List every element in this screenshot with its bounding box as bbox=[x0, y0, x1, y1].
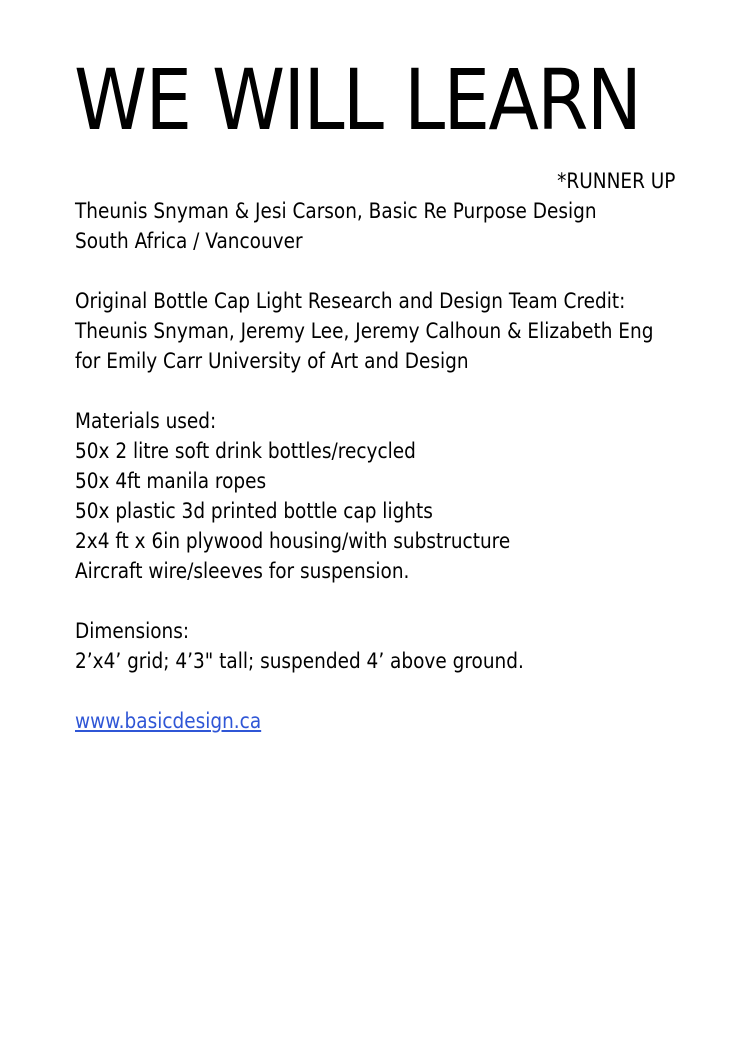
dimensions-value: 2’x4’ grid; 4’3" tall; suspended 4’ above ground. bbox=[75, 649, 524, 673]
materials-heading: Materials used: bbox=[75, 409, 217, 433]
credits-heading: Original Bottle Cap Light Research and Design Team Credit: bbox=[75, 289, 626, 313]
website-link[interactable]: www.basicdesign.ca bbox=[75, 709, 262, 733]
spacer bbox=[75, 676, 673, 706]
materials-item: 50x 2 litre soft drink bottles/recycled bbox=[75, 439, 416, 463]
spacer bbox=[75, 376, 673, 406]
dimensions-heading: Dimensions: bbox=[75, 619, 190, 643]
spacer bbox=[75, 256, 673, 286]
materials-item: 2x4 ft x 6in plywood housing/with substructure bbox=[75, 529, 511, 553]
credits-names: Theunis Snyman, Jeremy Lee, Jeremy Calhoun & Elizabeth Eng bbox=[75, 319, 654, 343]
runner-up-badge: *RUNNER UP bbox=[556, 169, 675, 193]
page-title: WE WILL LEARN bbox=[74, 51, 641, 149]
credits-institution: for Emily Carr University of Art and Design bbox=[75, 349, 469, 373]
document-body bbox=[75, 196, 673, 736]
authors-line: Theunis Snyman & Jesi Carson, Basic Re Purpose Design bbox=[75, 199, 597, 223]
materials-item: Aircraft wire/sleeves for suspension. bbox=[75, 559, 410, 583]
spacer bbox=[75, 586, 673, 616]
location-line: South Africa / Vancouver bbox=[75, 229, 303, 253]
website-line bbox=[75, 706, 673, 736]
materials-item: 50x plastic 3d printed bottle cap lights bbox=[75, 499, 433, 523]
materials-item: 50x 4ft manila ropes bbox=[75, 469, 267, 493]
